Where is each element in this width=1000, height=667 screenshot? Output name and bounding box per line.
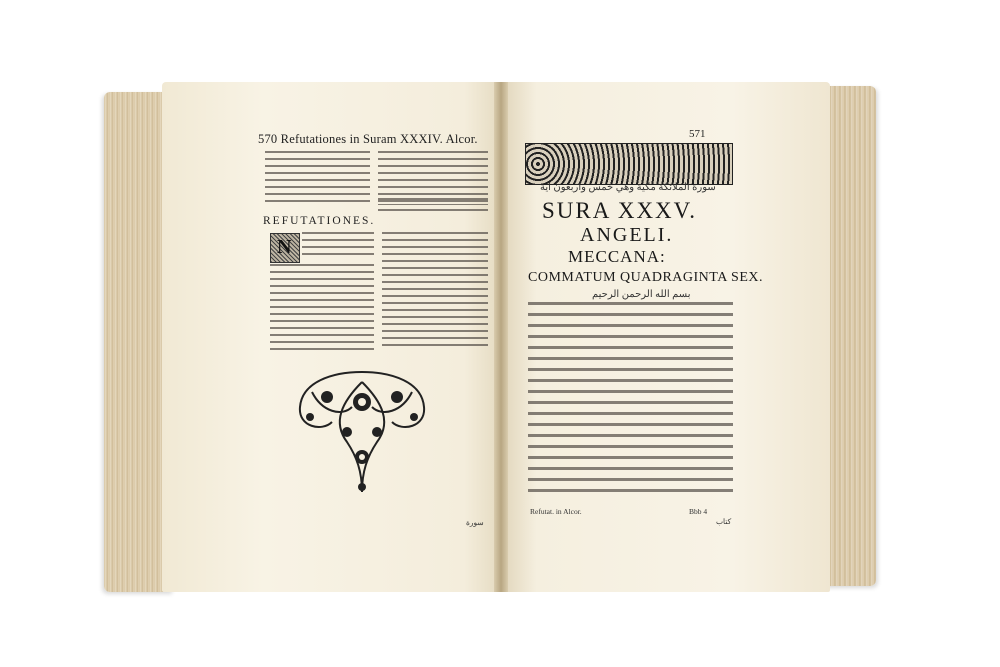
- sura-title: SURA XXXV.: [542, 198, 698, 223]
- sura-subtitle: ANGELI.: [580, 224, 674, 246]
- left-text-body-a-indent: [302, 232, 374, 260]
- arabic-text-block: [528, 302, 733, 500]
- sura-origin: MECCANA:: [568, 247, 666, 266]
- left-text-column-notes: [378, 198, 488, 215]
- sura-verse-count: COMMATUM QUADRAGINTA SEX.: [528, 270, 764, 285]
- section-title: REFUTATIONES.: [263, 215, 376, 227]
- left-text-body-b: [382, 232, 488, 351]
- right-footer-signature: Refutat. in Alcor.: [530, 507, 582, 516]
- left-page-catchword: سورة: [466, 518, 484, 527]
- right-footer-gathering: Bbb 4: [689, 507, 708, 516]
- book-gutter: [494, 82, 508, 592]
- floral-ornament: [292, 362, 432, 502]
- left-page-header: 570 Refutationes in Suram XXXIV. Alcor.: [258, 132, 478, 146]
- left-text-column-top-a: [265, 151, 370, 207]
- left-text-body-a: [270, 264, 374, 355]
- basmala: بسم الله الرحمن الرحيم: [592, 289, 691, 300]
- right-page-number: 571: [689, 128, 706, 140]
- arabic-sura-heading: سورة الملائكة مكية وهي خمس واربعون اية: [540, 182, 716, 193]
- decorative-headpiece: [525, 143, 733, 185]
- right-page-catchword: كتاب: [716, 517, 732, 526]
- dropcap-initial: N: [270, 233, 300, 263]
